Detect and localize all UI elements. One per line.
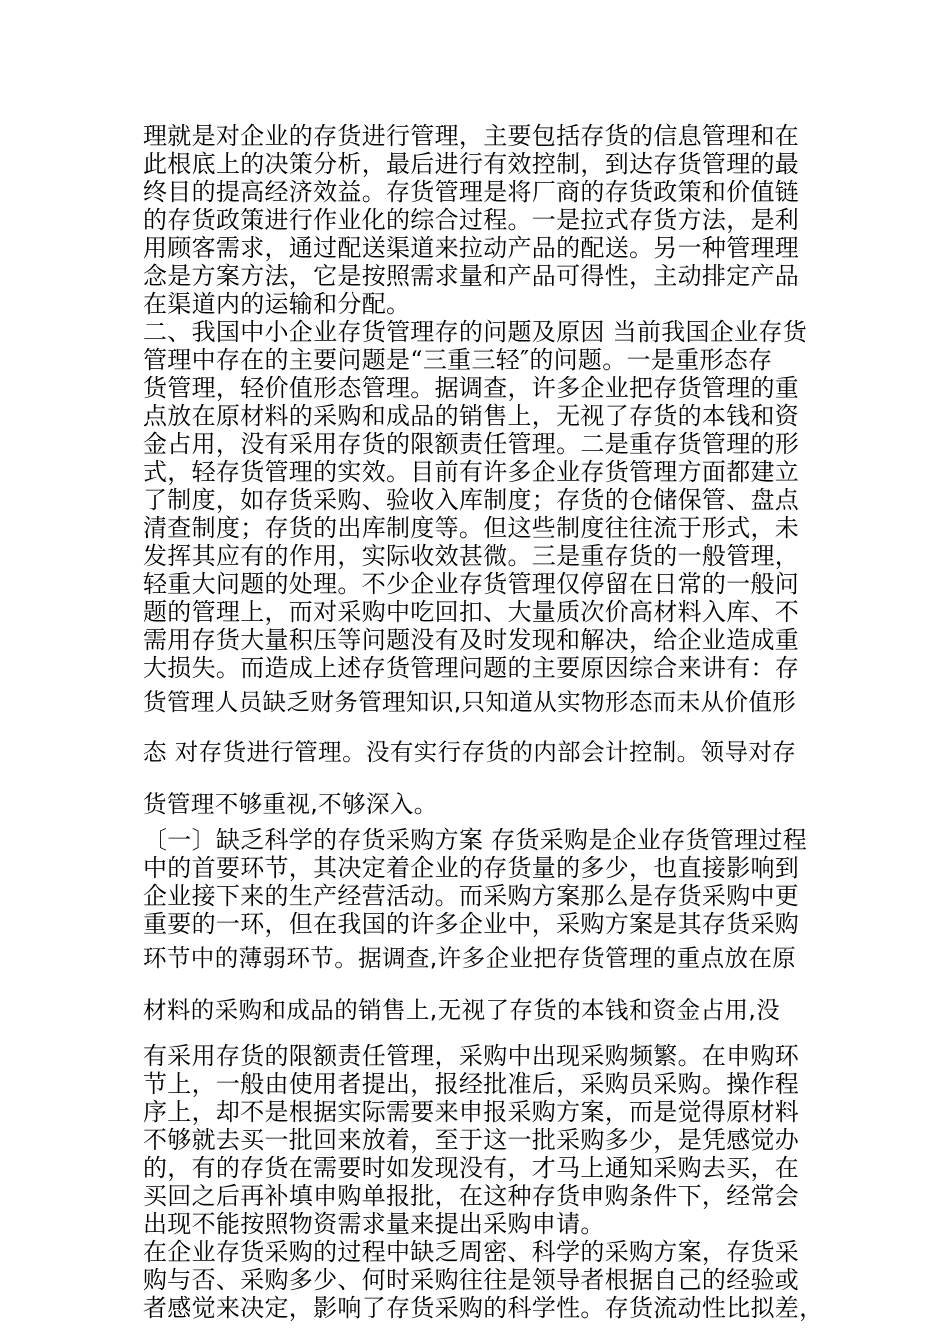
text-line: 货管理不够重视,不够深入。 [143, 790, 438, 818]
text-line: 货管理，轻价值形态管理。据调查，许多企业把存货管理的重 [143, 374, 800, 402]
text-line: 轻重大问题的处理。不少企业存货管理仅停留在日常的一般问 [143, 570, 800, 598]
text-line: 念是方案方法，它是按照需求量和产品可得性，主动排定产品 [143, 262, 800, 290]
subsection-heading-line: 〔一〕缺乏科学的存货采购方案 存货采购是企业存货管理过程 [143, 826, 808, 854]
text-line: 重要的一环，但在我国的许多企业中，采购方案是其存货采购 [143, 910, 800, 938]
text-line: 出现不能按照物资需求量来提出采购申请。 [143, 1210, 605, 1238]
text-line: 清查制度；存货的出库制度等。但这些制度往往流于形式，未 [143, 514, 800, 542]
text-line: 中的首要环节，其决定着企业的存货量的多少，也直接影响到 [143, 854, 800, 882]
text-line: 金占用，没有采用存货的限额责任管理。二是重存货管理的形 [143, 430, 800, 458]
text-line: 有采用存货的限额责任管理，采购中出现采购频繁。在申购环 [143, 1042, 800, 1070]
text-line: 环节中的薄弱环节。据调查,许多企业把存货管理的重点放在原 [143, 944, 797, 972]
text-line: 发挥其应有的作用，实际收效甚微。三是重存货的一般管理， [143, 542, 800, 570]
text-line: 管理中存在的主要问题是“三重三轻″的问题。一是重形态存 [143, 346, 773, 374]
text-line: 购与否、采购多少、何时采购往往是领导者根据自己的经验或 [143, 1266, 800, 1294]
text-line: 此根底上的决策分析，最后进行有效控制，到达存货管理的最 [143, 150, 800, 178]
text-line: 不够就去买一批回来放着，至于这一批采购多少，是凭感觉办 [143, 1126, 800, 1154]
text-line: 式，轻存货管理的实效。目前有许多企业存货管理方面都建立 [143, 458, 800, 486]
text-line: 需用存货大量积压等问题没有及时发现和解决，给企业造成重 [143, 626, 800, 654]
text-line: 企业接下来的生产经营活动。而采购方案那么是存货采购中更 [143, 882, 800, 910]
section-heading-line: 二、我国中小企业存货管理存的问题及原因 当前我国企业存货 [143, 318, 808, 346]
text-line: 了制度，如存货采购、验收入库制度；存货的仓储保管、盘点 [143, 486, 800, 514]
text-line: 者感觉来决定，影响了存货采购的科学性。存货流动性比拟差， [143, 1294, 824, 1322]
text-line: 买回之后再补填申购单报批，在这种存货申购条件下，经常会 [143, 1182, 800, 1210]
text-line: 大损失。而造成上述存货管理问题的主要原因综合来讲有：存 [143, 654, 800, 682]
text-line: 题的管理上，而对采购中吃回扣、大量质次价高材料入库、不 [143, 598, 800, 626]
text-line: 终目的提高经济效益。存货管理是将厂商的存货政策和价值链 [143, 178, 800, 206]
text-line: 的，有的存货在需要时如发现没有，才马上通知采购去买，在 [143, 1154, 800, 1182]
text-line: 用顾客需求，通过配送渠道来拉动产品的配送。另一种管理理 [143, 234, 800, 262]
text-line: 节上，一般由使用者提出，报经批准后，采购员采购。操作程 [143, 1070, 800, 1098]
text-line: 的存货政策进行作业化的综合过程。一是拉式存货方法，是利 [143, 206, 800, 234]
text-line: 点放在原材料的采购和成品的销售上，无视了存货的本钱和资 [143, 402, 800, 430]
text-line: 在渠道内的运输和分配。 [143, 290, 411, 318]
text-line: 在企业存货采购的过程中缺乏周密、科学的采购方案，存货采 [143, 1238, 800, 1266]
text-line: 货管理人员缺乏财务管理知识,只知道从实物形态而未从价值形 [143, 688, 797, 716]
text-line: 理就是对企业的存货进行管理，主要包括存货的信息管理和在 [143, 122, 800, 150]
text-line: 态 对存货进行管理。没有实行存货的内部会计控制。领导对存 [143, 738, 797, 766]
text-line: 序上，却不是根据实际需要来申报采购方案，而是觉得原材料 [143, 1098, 800, 1126]
text-line: 材料的采购和成品的销售上,无视了存货的本钱和资金占用,没 [143, 996, 781, 1024]
